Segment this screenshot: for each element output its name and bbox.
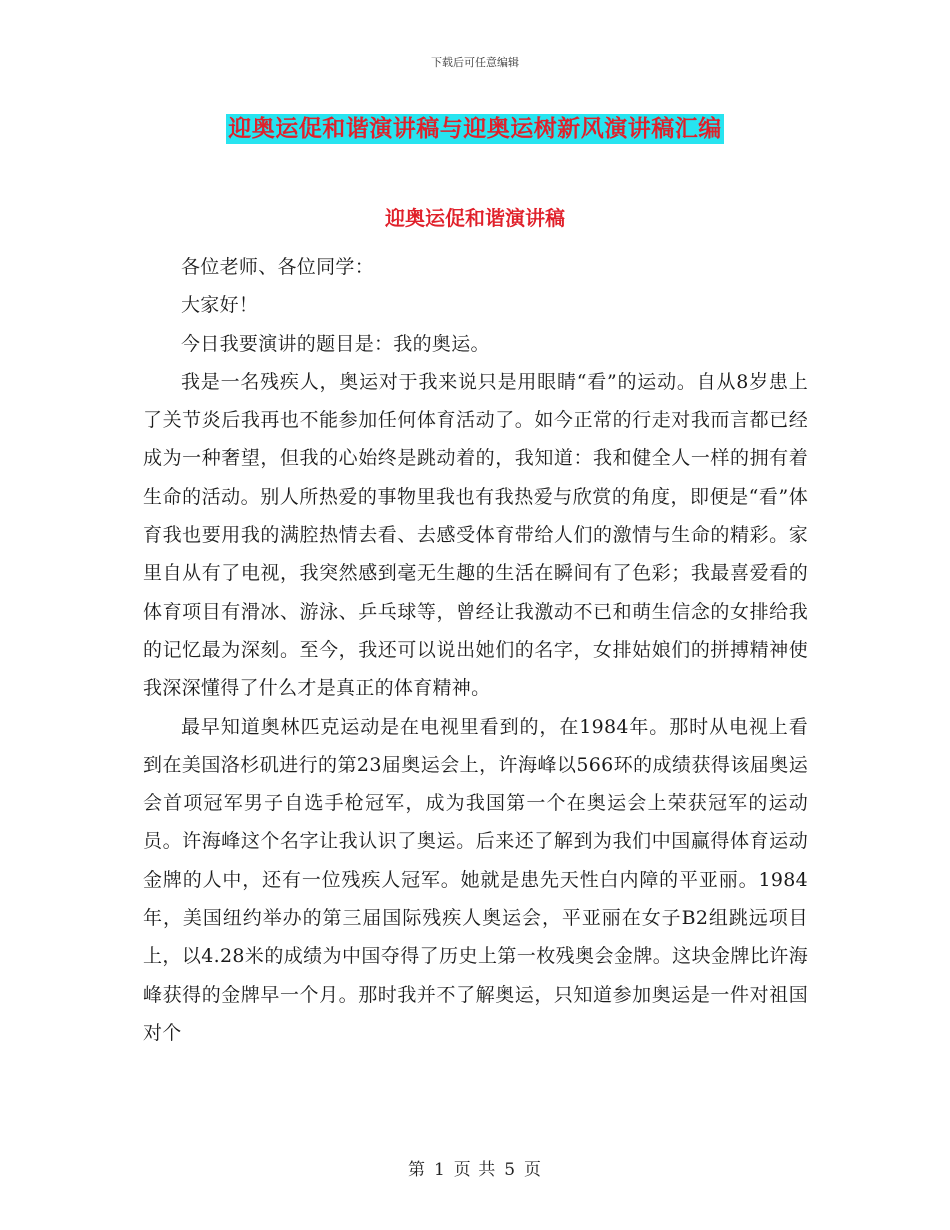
footer-prefix: 第 xyxy=(407,1160,426,1180)
paragraph-topic: 今日我要演讲的题目是：我的奥运。 xyxy=(181,332,490,355)
paragraph-body-1: 我是一名残疾人，奥运对于我来说只是用眼睛“看”的运动。自从8岁患上了关节炎后我再也不能参加任何体育活动了。如今正常的行走对我而言都已经成为一种奢望，但我的心始终是跳动着的，我知道：我和健全人一样的拥有着生命的活动。别人所热爱的事物里我也有我热爱与欣赏的角度，即便是“看”体育我也要用我的满腔热情去看、去感受体育带给人们的激情与生命的精彩。家里自从有了电视，我突然感到毫无生趣的生活在瞬间有了色彩；我最喜爱看的体育项目有滑冰、游泳、乒乓球等，曾经让我激动不已和萌生信念的女排给我的记忆最为深刻。至今，我还可以说出她们的名字，女排姑娘们的拼搏精神使我深深懂得了什么才是真正的体育精神。 xyxy=(143,370,808,700)
paragraph-greeting: 各位老师、各位同学： xyxy=(181,256,375,278)
header-note: 下载后可任意编辑 xyxy=(431,56,519,69)
current-page-number: 1 xyxy=(433,1160,446,1180)
footer-suffix: 页 xyxy=(524,1160,543,1180)
document-title: 迎奥运促和谐演讲稿与迎奥运树新风演讲稿汇编 xyxy=(228,116,722,142)
document-body xyxy=(143,248,808,1052)
section-title: 迎奥运促和谐演讲稿 xyxy=(385,206,565,230)
page-footer xyxy=(0,1155,950,1180)
footer-mid: 页 共 xyxy=(453,1160,497,1180)
paragraph-hello: 大家好！ xyxy=(181,294,259,317)
total-pages-number: 5 xyxy=(504,1160,517,1180)
document-title-container xyxy=(0,114,950,144)
paragraph-body-2: 最早知道奥林匹克运动是在电视里看到的，在1984年。那时从电视上看到在美国洛杉矶进行的第23届奥运会上，许海峰以566环的成绩获得该届奥运会首项冠军男子自选手枪冠军，成为我国第一个在奥运会上荣获冠军的运动员。许海峰这个名字让我认识了奥运。后来还了解到为我们中国赢得体育运动金牌的人中，还有一位残疾人冠军。她就是患先天性白内障的平亚丽。1984年，美国纽约举办的第三届国际残疾人奥运会，平亚丽在女子B2组跳远项目上，以4.28米的成绩为中国夺得了历史上第一枚残奥会金牌。这块金牌比许海峰获得的金牌早一个月。那时我并不了解奥运，只知道参加奥运是一件对祖国对个 xyxy=(143,715,808,1044)
